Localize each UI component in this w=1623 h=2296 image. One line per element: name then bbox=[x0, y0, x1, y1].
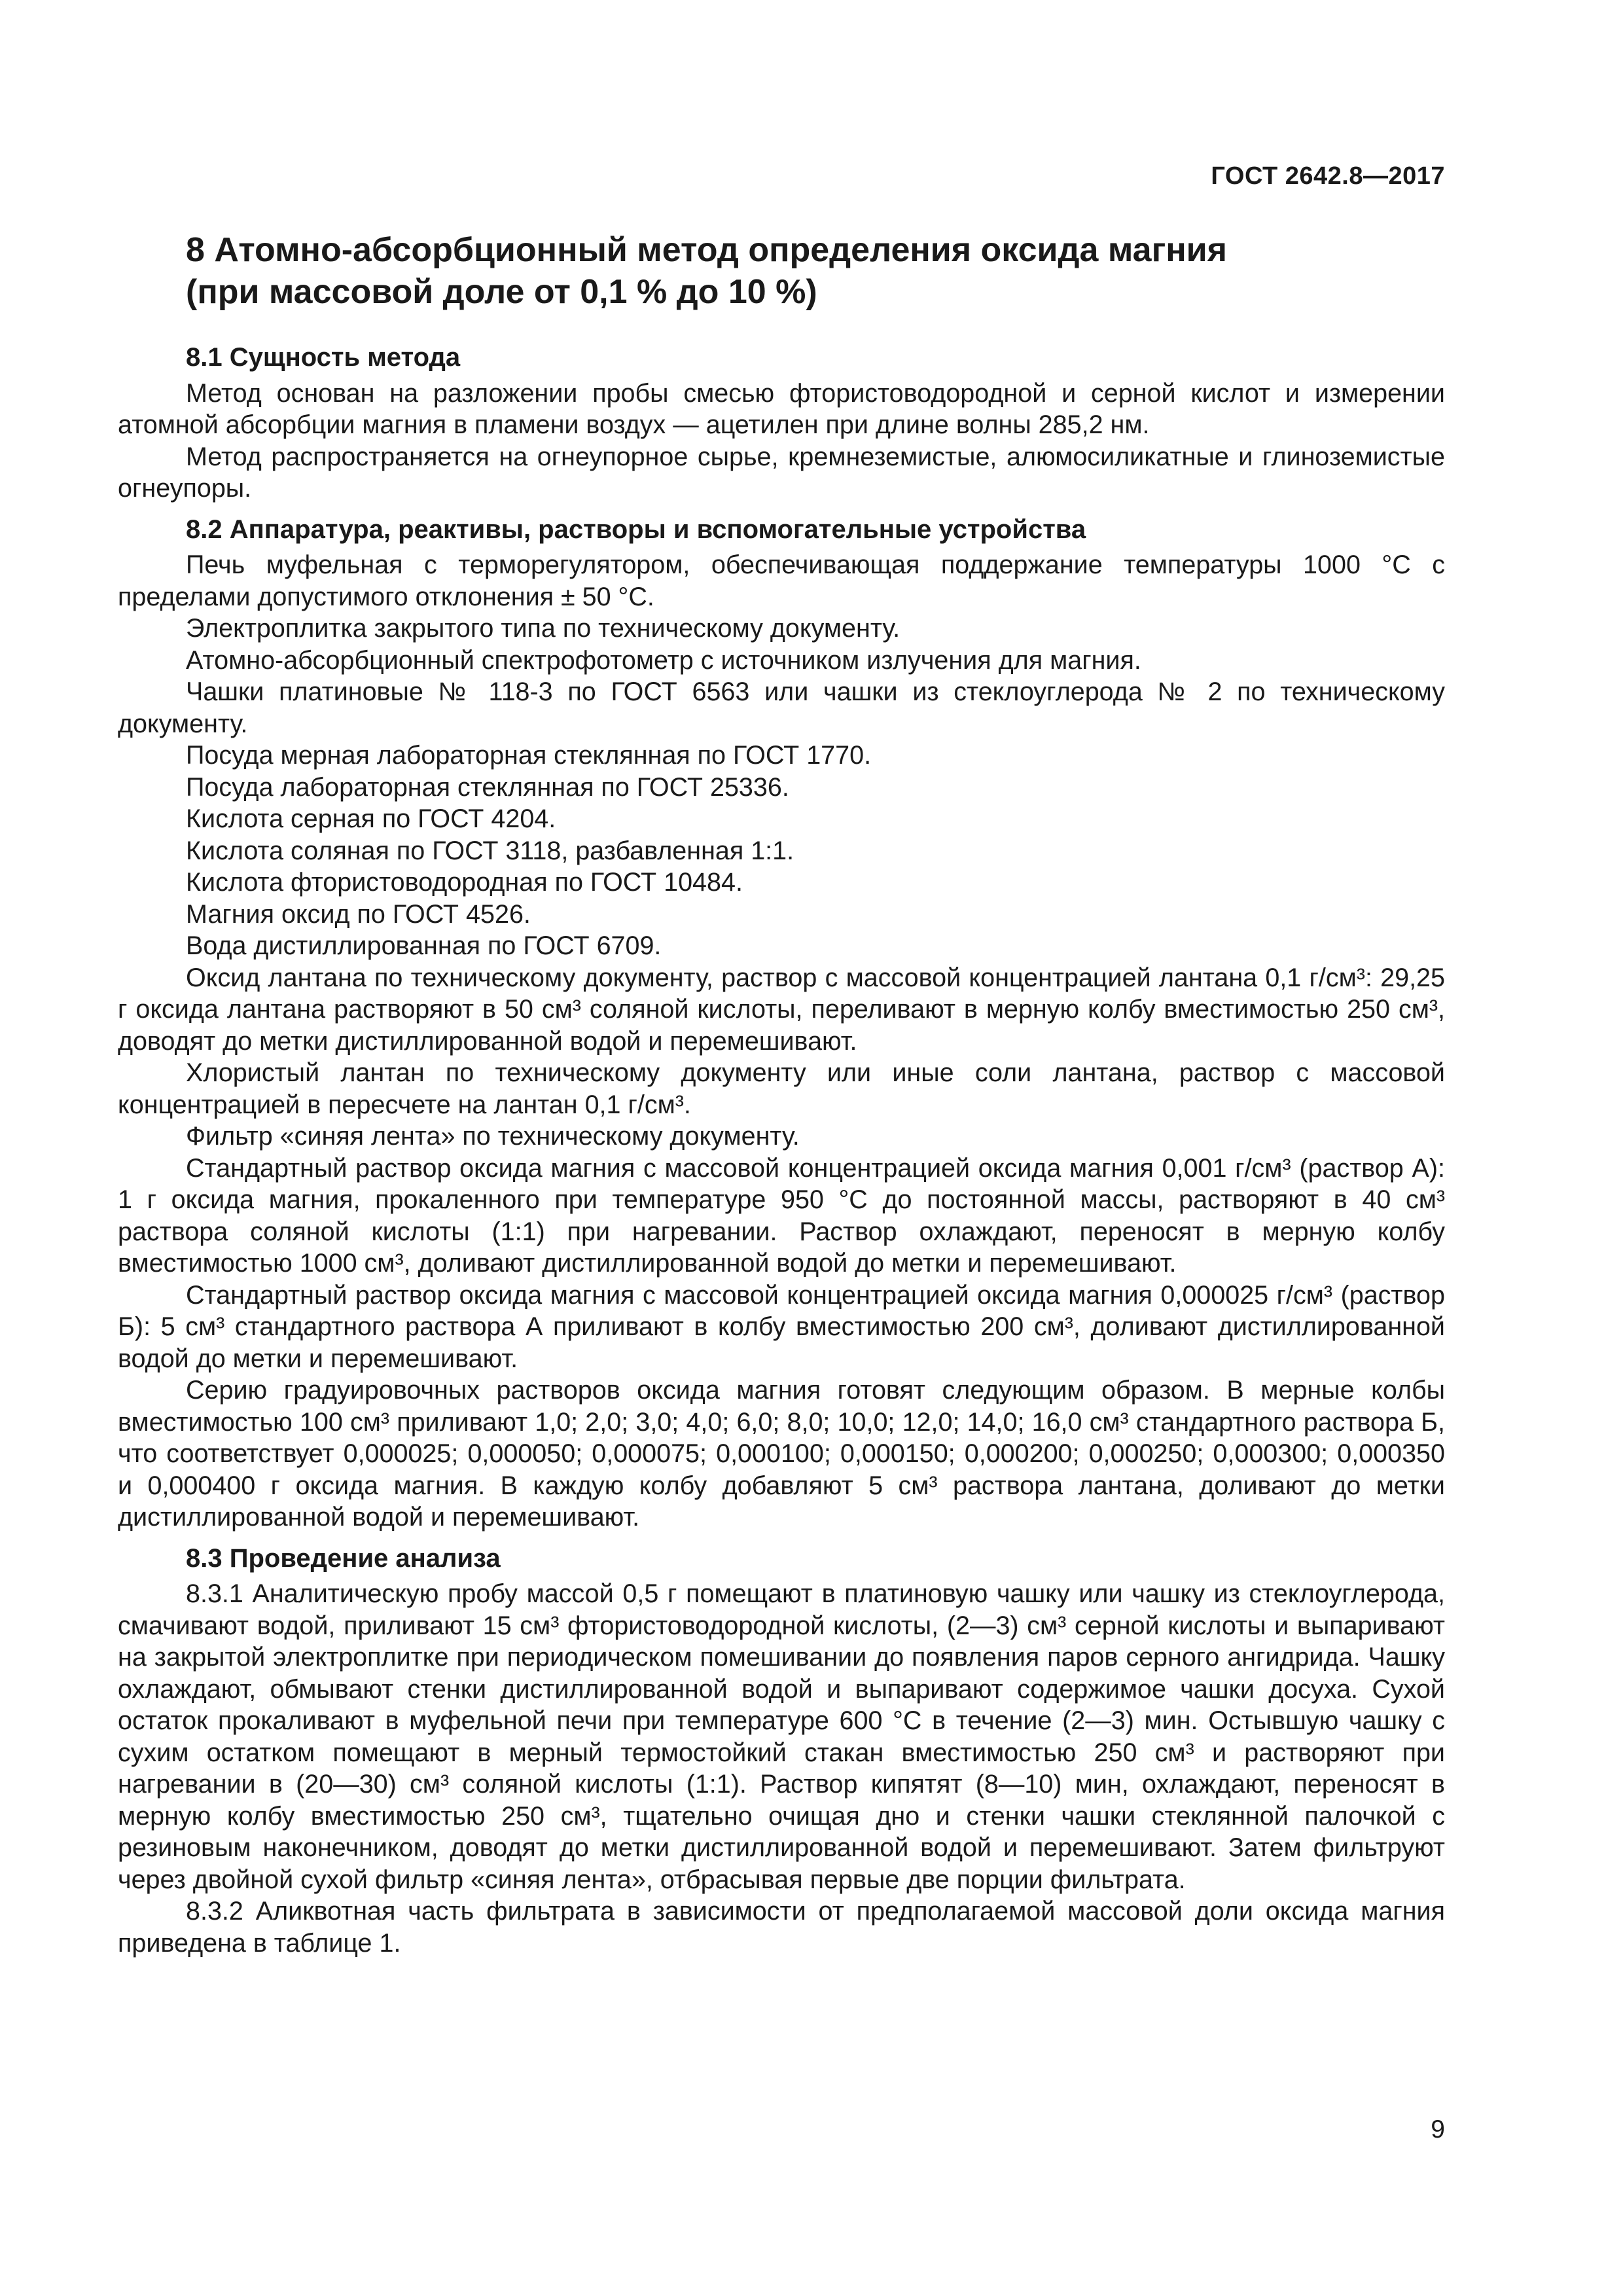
standard-id: ГОСТ 2642.8—2017 bbox=[1211, 162, 1445, 190]
paragraph: 8.3.1 Аналитическую пробу массой 0,5 г помещают в платиновую чашку или чашку из стеклоуглерода, смачивают водой, приливают 15 см³ фтористоводородной кислоты, (2—3) см³ серной кислоты и выпаривают на закрытой электроплитке при периодическом помешивании до появления паров серного ангидрида. Чашку охлаждают, обмывают стенки дистиллированной водой и выпаривают содержимое чашки досуха. Сухой остаток прокаливают в муфельной печи при температуре 600 °С в течение (2—3) мин. Остывшую чашку с сухим остатком помещают в мерный термостойкий стакан вместимостью 250 см³ и растворяют при нагревании в (20—30) см³ соляной кислоты (1:1). Раствор кипятят (8—10) мин, охлаждают, переносят в мерную колбу вместимостью 250 см³, тщательно очищая дно и стенки чашки стеклянной палочкой с резиновым наконечником, доводят до метки дистиллированной водой и перемешивают. Затем фильтруют через двойной сухой фильтр «синяя лента», отбрасывая первые две порции фильтрата. bbox=[118, 1579, 1445, 1894]
paragraph: Стандартный раствор оксида магния с массовой концентрацией оксида магния 0,001 г/см³ (раствор А): 1 г оксида магния, прокаленного при температуре 950 °С до постоянной массы, растворяют в 40 см³ раствора соляной кислоты (1:1) при нагревании. Раствор охлаждают, переносят в мерную колбу вместимостью 1000 см³, доливают дистиллированной водой до метки и перемешивают. bbox=[118, 1153, 1445, 1278]
paragraph: Метод основан на разложении пробы смесью фтористоводородной и серной кислот и измерении атомной абсорбции магния в пламени воздух — ацетилен при длине волны 285,2 нм. bbox=[118, 378, 1445, 439]
section-title-line-1: 8 Атомно-абсорбционный метод определения оксида магния bbox=[186, 231, 1227, 269]
paragraph: 8.3.2 Аликвотная часть фильтрата в зависимости от предполагаемой массовой доли оксида магния приведена в таблице 1. bbox=[118, 1897, 1445, 1958]
paragraph: Электроплитка закрытого типа по техническому документу. bbox=[186, 614, 901, 643]
paragraph: Хлористый лантан по техническому документу или иные соли лантана, раствор с массовой концентрацией в пересчете на лантан 0,1 г/см³. bbox=[118, 1058, 1445, 1119]
paragraph: Чашки платиновые № 118-3 по ГОСТ 6563 или чашки из стеклоуглерода № 2 по техническому документу. bbox=[118, 677, 1445, 738]
paragraph: Атомно-абсорбционный спектрофотометр с источником излучения для магния. bbox=[186, 645, 1141, 675]
page-content bbox=[118, 229, 1445, 1959]
paragraph: Серию градуировочных растворов оксида магния готовят следующим образом. В мерные колбы вместимостью 100 см³ приливают 1,0; 2,0; 3,0; 4,0; 6,0; 8,0; 10,0; 12,0; 14,0; 16,0 см³ стандартного раствора Б, что соответствует 0,000025; 0,000050; 0,000075; 0,000100; 0,000150; 0,000200; 0,000250; 0,000300; 0,000350 и 0,000400 г оксида магния. В каждую колбу добавляют 5 см³ раствора лантана, доливают до метки дистиллированной водой и перемешивают. bbox=[118, 1376, 1445, 1532]
paragraph: Кислота соляная по ГОСТ 3118, разбавленная 1:1. bbox=[186, 836, 794, 865]
paragraph: Посуда лабораторная стеклянная по ГОСТ 25336. bbox=[186, 772, 789, 802]
paragraph: Вода дистиллированная по ГОСТ 6709. bbox=[186, 931, 662, 960]
paragraph: Кислота фтористоводородная по ГОСТ 10484. bbox=[186, 868, 743, 897]
paragraph: Печь муфельная с терморегулятором, обеспечивающая поддержание температуры 1000 °С с пределами допустимого отклонения ± 50 °С. bbox=[118, 550, 1445, 611]
paragraph: Фильтр «синяя лента» по техническому документу. bbox=[186, 1122, 800, 1151]
paragraph: Магния оксид по ГОСТ 4526. bbox=[186, 899, 531, 929]
subsection-title-8-1: 8.1 Сущность метода bbox=[186, 343, 461, 372]
page-number: 9 bbox=[1431, 2115, 1445, 2144]
subsection-title-8-3: 8.3 Проведение анализа bbox=[186, 1543, 501, 1573]
subsection-title-8-2: 8.2 Аппаратура, реактивы, растворы и вспомогательные устройства bbox=[186, 514, 1086, 544]
paragraph: Оксид лантана по техническому документу, раствор с массовой концентрацией лантана 0,1 г/см³: 29,25 г оксида лантана растворяют в 50 см³ соляной кислоты, переливают в мерную колбу вместимостью 250 см³, доводят до метки дистиллированной водой и перемешивают. bbox=[118, 963, 1445, 1056]
paragraph: Кислота серная по ГОСТ 4204. bbox=[186, 804, 556, 833]
paragraph: Метод распространяется на огнеупорное сырье, кремнеземистые, алюмосиликатные и глиноземистые огнеупоры. bbox=[118, 442, 1445, 503]
paragraph: Стандартный раствор оксида магния с массовой концентрацией оксида магния 0,000025 г/см³ (раствор Б): 5 см³ стандартного раствора А приливают в колбу вместимостью 200 см³, доливают дистиллированной водой до метки и перемешивают. bbox=[118, 1280, 1445, 1373]
section-title bbox=[186, 229, 1445, 313]
section-title-line-2: (при массовой доле от 0,1 % до 10 %) bbox=[186, 273, 817, 311]
paragraph: Посуда мерная лабораторная стеклянная по ГОСТ 1770. bbox=[186, 741, 872, 770]
